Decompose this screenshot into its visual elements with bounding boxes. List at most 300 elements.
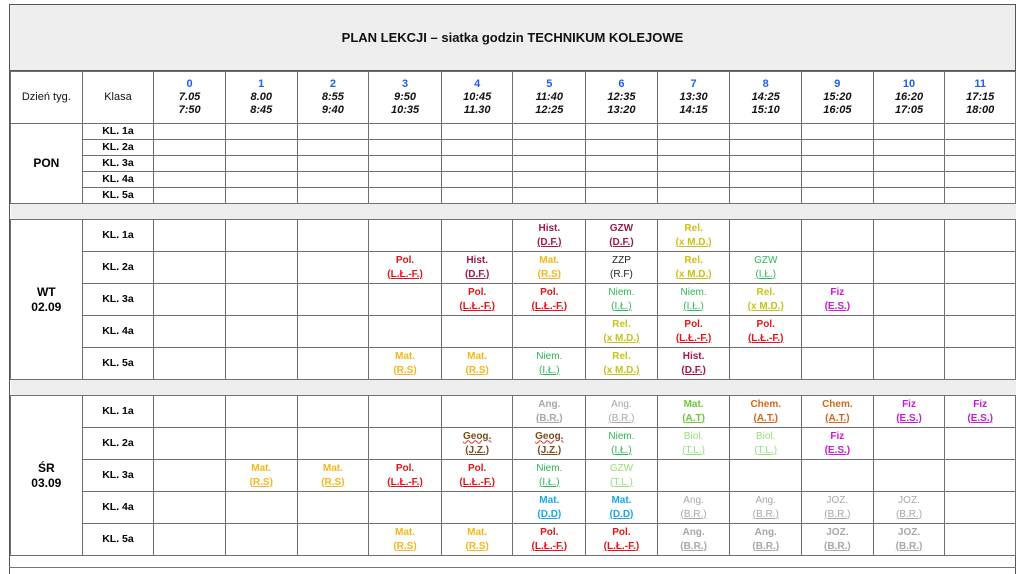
lesson-teacher: (L.Ł.-F.) [675, 332, 712, 344]
lesson-cell [873, 492, 945, 524]
day-name: ŚR [37, 460, 55, 475]
lesson-teacher: (T.L.) [754, 444, 778, 456]
lesson-cell [225, 284, 297, 316]
lesson-teacher: (R.S) [393, 364, 417, 376]
lesson [730, 398, 801, 426]
lesson-cell [154, 220, 226, 252]
lesson [802, 398, 873, 426]
lesson-cell [802, 172, 874, 188]
lesson [730, 494, 801, 522]
lesson-subject: Mat. [322, 462, 343, 474]
lesson-teacher: (R.S) [393, 540, 417, 552]
lesson-teacher: (A.T) [682, 412, 705, 424]
lesson-cell [369, 188, 442, 204]
timetable-frame [9, 4, 1016, 574]
period-start: 15:20 [823, 91, 852, 103]
lesson-teacher: (L.Ł.-F.) [603, 540, 640, 552]
lesson-cell [945, 284, 1016, 316]
lesson-cell [297, 172, 369, 188]
period-number: 8 [762, 78, 769, 90]
lesson-cell [369, 492, 442, 524]
timetable [10, 71, 1016, 556]
lesson [586, 430, 657, 458]
lesson [442, 286, 513, 314]
lesson-cell [945, 524, 1016, 556]
lesson-subject: Ang. [754, 526, 777, 538]
lesson-cell [945, 172, 1016, 188]
lesson-teacher: (R.S) [465, 364, 489, 376]
lesson-cell [945, 188, 1016, 204]
lesson-teacher: (E.S.) [896, 412, 922, 424]
lesson-cell [802, 284, 874, 316]
period-start: 16:20 [894, 91, 924, 103]
lesson-teacher: (R.S) [249, 476, 273, 488]
lesson-cell [441, 428, 513, 460]
lesson-subject: Rel. [612, 318, 631, 330]
period-start: 10:45 [463, 91, 492, 103]
lesson-subject: Chem. [750, 398, 781, 410]
class-name: KL. 2a [82, 428, 154, 460]
table-row [11, 156, 1016, 172]
lesson-teacher: (D.D) [609, 508, 634, 520]
lesson-cell [225, 140, 297, 156]
lesson [442, 526, 513, 554]
lesson [586, 318, 657, 346]
lesson [586, 286, 657, 314]
lesson [658, 494, 730, 522]
lesson-cell [225, 188, 297, 204]
lesson-teacher: (I.Ł.) [539, 476, 560, 488]
lesson-cell [513, 284, 586, 316]
lesson-cell [369, 524, 442, 556]
lesson-subject: Biol. [756, 430, 776, 442]
lesson-cell [513, 492, 586, 524]
period-number: 1 [258, 78, 265, 90]
lesson-cell [586, 140, 658, 156]
lesson-cell [369, 460, 442, 492]
lesson-cell [873, 252, 945, 284]
lesson-subject: JOZ. [826, 494, 849, 506]
lesson-cell [441, 524, 513, 556]
period-end: 13:20 [607, 104, 636, 116]
lesson-teacher: (E.S.) [967, 412, 993, 424]
lesson-cell [369, 252, 442, 284]
table-row [11, 348, 1016, 380]
period-start: 12:35 [607, 91, 636, 103]
lesson-cell [441, 124, 513, 140]
lesson [369, 526, 441, 554]
period-end: 7:50 [178, 104, 201, 116]
lesson-cell [297, 220, 369, 252]
lesson-teacher: (L.Ł.-F.) [387, 268, 423, 280]
lesson-cell [657, 460, 730, 492]
lesson-cell [586, 188, 658, 204]
lesson-cell [730, 220, 802, 252]
lesson-cell [225, 252, 297, 284]
lesson-cell [945, 316, 1016, 348]
lesson-teacher: (R.S) [537, 268, 561, 280]
lesson [730, 286, 801, 314]
lesson-cell [441, 492, 513, 524]
lesson-teacher: (L.Ł.-F.) [459, 476, 495, 488]
lesson [513, 254, 585, 282]
table-row [11, 460, 1016, 492]
lesson-cell [297, 316, 369, 348]
day-name: WT [36, 284, 56, 299]
lesson-subject: Mat. [467, 350, 488, 362]
lesson-cell [369, 284, 442, 316]
lesson-cell [297, 524, 369, 556]
lesson-cell [586, 252, 658, 284]
lesson-cell [441, 284, 513, 316]
lesson-teacher: (D.F.) [609, 236, 634, 248]
lesson-cell [730, 156, 802, 172]
period-header [945, 72, 1016, 124]
class-name: KL. 3a [82, 460, 154, 492]
lesson [658, 254, 730, 282]
separator-cell [11, 380, 1016, 396]
lesson-teacher: (B.R.) [752, 508, 779, 520]
lesson [874, 526, 945, 554]
bottom-divider [9, 567, 1016, 568]
lesson-cell [730, 460, 802, 492]
period-number: 11 [974, 78, 986, 90]
table-row [11, 524, 1016, 556]
lesson-cell [513, 156, 586, 172]
lesson-teacher: (B.R.) [895, 508, 923, 520]
lesson-cell [873, 348, 945, 380]
lesson-cell [154, 140, 226, 156]
lesson-cell [154, 252, 226, 284]
lesson-cell [297, 460, 369, 492]
lesson-subject: Pol. [395, 254, 415, 266]
lesson-cell [369, 172, 442, 188]
lesson-teacher: (B.R.) [535, 412, 563, 424]
lesson-cell [441, 252, 513, 284]
lesson-teacher: (T.L.) [682, 444, 705, 456]
lesson-cell [225, 524, 297, 556]
lesson-subject: Fiz [973, 398, 988, 410]
lesson-subject: Ang. [683, 494, 704, 506]
lesson-teacher: (E.S.) [824, 444, 851, 456]
lesson-subject: Mat. [395, 350, 416, 362]
lesson-cell [154, 460, 226, 492]
lesson-teacher: (L.Ł.-F.) [459, 300, 495, 312]
lesson-cell [441, 188, 513, 204]
period-start: 8:55 [321, 91, 344, 103]
lesson-teacher: (x M.D.) [603, 364, 640, 376]
period-number: 5 [546, 78, 553, 90]
lesson-subject: Ang. [755, 494, 777, 506]
lesson [802, 494, 873, 522]
period-header [297, 72, 369, 124]
lesson-cell [586, 460, 658, 492]
class-name: KL. 4a [82, 316, 154, 348]
lesson-subject: Mat. [683, 398, 704, 410]
lesson-teacher: (B.R.) [824, 540, 851, 552]
lesson-subject: JOZ. [826, 526, 849, 538]
lesson-cell [945, 124, 1016, 140]
lesson-cell [802, 428, 874, 460]
lesson-cell [873, 124, 945, 140]
lesson-subject: Niem. [608, 430, 635, 442]
lesson [513, 222, 585, 250]
period-header [154, 72, 226, 124]
header-row [11, 72, 1016, 124]
lesson [586, 462, 657, 490]
lesson-cell [369, 348, 442, 380]
lesson-cell [297, 252, 369, 284]
day-separator [11, 204, 1016, 220]
lesson-cell [802, 220, 874, 252]
lesson-teacher: (L.Ł.-F.) [747, 332, 784, 344]
lesson-teacher: (L.Ł.-F.) [531, 540, 568, 552]
period-header [873, 72, 945, 124]
period-number: 0 [186, 78, 193, 90]
lesson-cell [297, 140, 369, 156]
lesson-cell [802, 348, 874, 380]
lesson [442, 430, 513, 458]
lesson-teacher: (B.R.) [680, 508, 707, 520]
lesson [802, 430, 873, 458]
day-cell [11, 396, 83, 556]
lesson-teacher: (I.Ł.) [539, 364, 560, 376]
lesson-subject: Hist. [466, 254, 488, 266]
lesson [658, 430, 730, 458]
day-separator [11, 380, 1016, 396]
period-start: 13:30 [679, 91, 708, 103]
lesson [513, 462, 585, 490]
class-name: KL. 5a [82, 348, 154, 380]
period-end: 12:25 [535, 104, 564, 116]
lesson-cell [154, 428, 226, 460]
lesson-subject: GZW [609, 222, 634, 234]
day-name: PON [33, 156, 60, 170]
lesson-cell [730, 524, 802, 556]
lesson [802, 526, 873, 554]
class-name: KL. 3a [82, 284, 154, 316]
lesson-cell [802, 188, 874, 204]
lesson-teacher: (x M.D.) [747, 300, 784, 312]
class-name: KL. 1a [82, 220, 154, 252]
lesson-teacher: (L.Ł.-F.) [531, 300, 568, 312]
lesson-teacher: (D.F.) [464, 268, 490, 280]
period-number: 4 [474, 78, 481, 90]
lesson-cell [225, 172, 297, 188]
lesson-cell [513, 316, 586, 348]
lesson-cell [730, 140, 802, 156]
lesson-cell [586, 124, 658, 140]
lesson-teacher: (L.Ł.-F.) [387, 476, 423, 488]
lesson-cell [586, 316, 658, 348]
lesson-subject: ZZP [612, 254, 631, 266]
lesson-cell [657, 428, 730, 460]
lesson-cell [154, 492, 226, 524]
lesson-cell [154, 396, 226, 428]
lesson-cell [225, 156, 297, 172]
lesson [513, 430, 585, 458]
lesson-cell [657, 396, 730, 428]
lesson-cell [154, 284, 226, 316]
lesson-cell [586, 396, 658, 428]
lesson-teacher: (B.R.) [824, 508, 851, 520]
table-row [11, 252, 1016, 284]
table-row [11, 492, 1016, 524]
lesson-cell [225, 396, 297, 428]
lesson-cell [586, 284, 658, 316]
lesson-cell [802, 124, 874, 140]
period-start: 11:40 [535, 91, 563, 103]
period-header [730, 72, 802, 124]
lesson-teacher: (R.F) [610, 268, 633, 280]
lesson [658, 222, 730, 250]
lesson-cell [154, 316, 226, 348]
lesson-cell [154, 524, 226, 556]
lesson-cell [441, 348, 513, 380]
period-header [586, 72, 658, 124]
day-date: 03.09 [31, 475, 62, 490]
lesson-cell [802, 316, 874, 348]
lesson-cell [945, 220, 1016, 252]
lesson-cell [873, 284, 945, 316]
lesson-subject: Niem. [536, 462, 563, 474]
class-column-header: Klasa [82, 72, 154, 124]
lesson-cell [441, 316, 513, 348]
table-row [11, 284, 1016, 316]
lesson-cell [297, 156, 369, 172]
lesson-cell [802, 140, 874, 156]
lesson-cell [945, 460, 1016, 492]
day-cell [11, 220, 83, 380]
lesson-cell [802, 156, 874, 172]
lesson-cell [657, 492, 730, 524]
lesson-subject: Ang. [682, 526, 705, 538]
lesson [513, 526, 585, 554]
lesson-cell [513, 124, 586, 140]
lesson-teacher: (A.T.) [825, 412, 850, 424]
lesson-cell [657, 524, 730, 556]
lesson-cell [945, 252, 1016, 284]
lesson-teacher: (E.S.) [824, 300, 851, 312]
lesson [513, 494, 585, 522]
lesson-cell [297, 124, 369, 140]
lesson-cell [730, 284, 802, 316]
lesson-cell [730, 124, 802, 140]
lesson-cell [225, 460, 297, 492]
lesson-cell [513, 460, 586, 492]
day-column-header: Dzień tyg. [11, 72, 83, 124]
period-number: 10 [902, 78, 916, 90]
lesson-cell [441, 140, 513, 156]
lesson-cell [873, 140, 945, 156]
lesson-subject: Pol. [540, 286, 559, 298]
lesson-subject: Pol. [467, 286, 487, 298]
lesson-cell [297, 396, 369, 428]
lesson [369, 254, 441, 282]
lesson-cell [513, 428, 586, 460]
lesson-cell [873, 460, 945, 492]
lesson [442, 350, 513, 378]
lesson-cell [586, 492, 658, 524]
lesson-cell [369, 316, 442, 348]
period-number: 2 [329, 78, 336, 90]
lesson-subject: Rel. [756, 286, 775, 298]
lesson-cell [657, 316, 730, 348]
lesson-cell [730, 252, 802, 284]
period-number: 7 [690, 78, 697, 90]
lesson-cell [225, 348, 297, 380]
lesson-subject: Niem. [536, 350, 563, 362]
lesson-cell [657, 284, 730, 316]
lesson [586, 494, 657, 522]
period-start: 17:15 [966, 91, 995, 103]
lesson-cell [586, 156, 658, 172]
class-name: KL. 4a [82, 492, 154, 524]
lesson-subject: Fiz [902, 398, 916, 410]
lesson-cell [657, 348, 730, 380]
lesson-cell [730, 492, 802, 524]
class-name: KL. 5a [82, 188, 154, 204]
lesson-cell [369, 140, 442, 156]
period-end: 17:05 [894, 104, 924, 116]
lesson-cell [802, 524, 874, 556]
lesson-cell [513, 396, 586, 428]
lesson [369, 462, 441, 490]
table-row [11, 172, 1016, 188]
lesson-teacher: (T.L.) [610, 476, 633, 488]
lesson-subject: Niem. [608, 286, 635, 298]
lesson-subject: Rel. [612, 350, 631, 362]
lesson-cell [225, 428, 297, 460]
lesson-teacher: (D.F.) [681, 364, 706, 376]
lesson-cell [657, 140, 730, 156]
lesson-teacher: (B.R.) [680, 540, 707, 552]
lesson-cell [154, 156, 226, 172]
lesson-cell [802, 252, 874, 284]
lesson [298, 462, 369, 490]
lesson-subject: Hist. [682, 350, 705, 362]
lesson [586, 350, 657, 378]
lesson-teacher: (I.Ł.) [755, 268, 776, 280]
lesson-cell [225, 492, 297, 524]
lesson-cell [802, 460, 874, 492]
table-row [11, 124, 1016, 140]
period-end: 16:05 [823, 104, 852, 116]
lesson-cell [945, 348, 1016, 380]
lesson-cell [586, 348, 658, 380]
lesson-cell [297, 284, 369, 316]
lesson-cell [154, 172, 226, 188]
lesson [513, 286, 585, 314]
lesson-teacher: (R.S) [321, 476, 345, 488]
lesson [658, 526, 730, 554]
timetable-body [11, 72, 1016, 556]
lesson-subject: JOZ. [898, 494, 920, 506]
lesson [658, 318, 730, 346]
lesson-subject: Niem. [680, 286, 707, 298]
table-row [11, 140, 1016, 156]
lesson-cell [657, 188, 730, 204]
lesson-cell [873, 396, 945, 428]
lesson-teacher: (x M.D.) [603, 332, 640, 344]
lesson-cell [730, 188, 802, 204]
lesson-subject: Fiz [830, 430, 845, 442]
lesson [586, 526, 657, 554]
period-start: 8.00 [250, 91, 272, 103]
lesson-teacher: (I.Ł.) [611, 300, 632, 312]
lesson [513, 398, 585, 426]
lesson-cell [730, 428, 802, 460]
